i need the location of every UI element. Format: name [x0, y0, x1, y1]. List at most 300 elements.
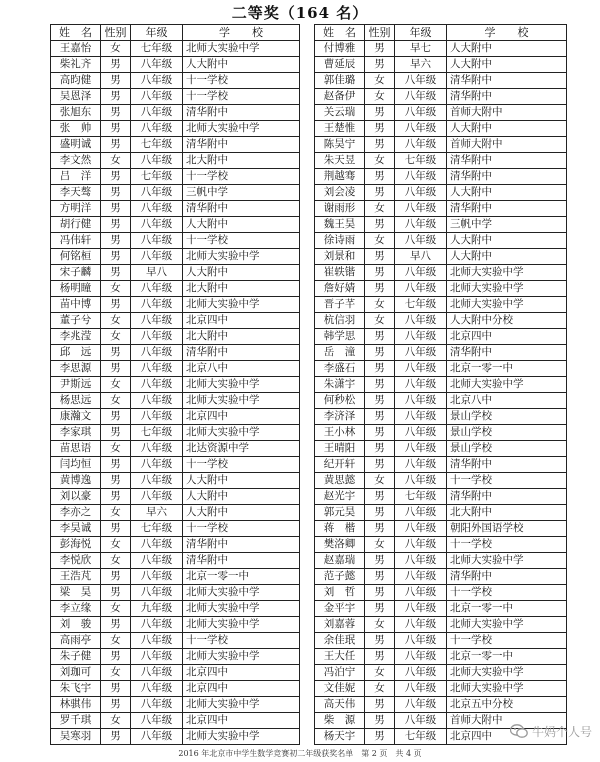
student-gender: 女 — [101, 713, 131, 729]
student-name: 关云瑞 — [315, 105, 365, 121]
header-name: 姓 名 — [51, 25, 101, 41]
table-row — [315, 425, 567, 441]
student-grade: 八年级 — [395, 521, 447, 537]
student-school: 十一学校 — [183, 633, 300, 649]
student-grade: 八年级 — [131, 329, 183, 345]
student-grade: 七年级 — [395, 153, 447, 169]
student-name: 范子懿 — [315, 569, 365, 585]
student-school: 首师大附中 — [447, 105, 567, 121]
student-grade: 八年级 — [131, 473, 183, 489]
student-name: 魏王昊 — [315, 217, 365, 233]
student-gender: 男 — [365, 441, 395, 457]
table-row — [315, 265, 567, 281]
student-grade: 八年级 — [395, 457, 447, 473]
student-grade: 八年级 — [395, 697, 447, 713]
header-gender: 性别 — [101, 25, 131, 41]
student-grade: 八年级 — [131, 89, 183, 105]
student-name: 方明洋 — [51, 201, 101, 217]
student-name: 刘嘉蓉 — [315, 617, 365, 633]
student-school: 清华附中 — [447, 457, 567, 473]
student-name: 纪开轩 — [315, 457, 365, 473]
student-name: 刘 骏 — [51, 617, 101, 633]
student-name: 金平宇 — [315, 601, 365, 617]
student-school: 景山学校 — [447, 441, 567, 457]
student-grade: 八年级 — [131, 697, 183, 713]
table-row — [51, 41, 300, 57]
student-grade: 八年级 — [131, 457, 183, 473]
student-grade: 八年级 — [395, 265, 447, 281]
student-name: 林骐伟 — [51, 697, 101, 713]
student-grade: 八年级 — [131, 233, 183, 249]
student-name: 罗千琪 — [51, 713, 101, 729]
table-header-row — [51, 25, 300, 41]
student-gender: 男 — [101, 73, 131, 89]
table-row — [315, 89, 567, 105]
student-name: 朱潇宇 — [315, 377, 365, 393]
table-row — [51, 489, 300, 505]
student-grade: 八年级 — [395, 89, 447, 105]
student-school: 北师大实验中学 — [447, 281, 567, 297]
student-school: 人大附中 — [447, 57, 567, 73]
student-name: 陈昊宁 — [315, 137, 365, 153]
student-name: 刘珈可 — [51, 665, 101, 681]
student-gender: 男 — [365, 249, 395, 265]
student-school: 清华附中 — [447, 201, 567, 217]
student-gender: 男 — [101, 729, 131, 745]
student-name: 黄思懿 — [315, 473, 365, 489]
student-grade: 八年级 — [131, 489, 183, 505]
student-grade: 八年级 — [131, 153, 183, 169]
student-school: 北京四中 — [183, 665, 300, 681]
student-gender: 男 — [365, 169, 395, 185]
header-school: 学 校 — [183, 25, 300, 41]
table-row — [315, 73, 567, 89]
student-name: 朱天昱 — [315, 153, 365, 169]
student-grade: 八年级 — [395, 505, 447, 521]
student-school: 十一学校 — [183, 233, 300, 249]
student-grade: 七年级 — [395, 297, 447, 313]
student-grade: 七年级 — [131, 425, 183, 441]
student-grade: 八年级 — [395, 441, 447, 457]
student-grade: 八年级 — [131, 409, 183, 425]
student-name: 杨明瞳 — [51, 281, 101, 297]
student-gender: 女 — [365, 89, 395, 105]
student-grade: 八年级 — [395, 665, 447, 681]
student-gender: 女 — [101, 665, 131, 681]
student-grade: 八年级 — [395, 233, 447, 249]
table-row — [51, 361, 300, 377]
student-grade: 八年级 — [395, 585, 447, 601]
table-row — [51, 681, 300, 697]
student-grade: 八年级 — [131, 313, 183, 329]
student-name: 付博雅 — [315, 41, 365, 57]
table-row — [315, 297, 567, 313]
student-school: 北师大实验中学 — [183, 649, 300, 665]
student-name: 闫均恒 — [51, 457, 101, 473]
student-grade: 早六 — [131, 505, 183, 521]
student-name: 张旭东 — [51, 105, 101, 121]
student-gender: 男 — [101, 569, 131, 585]
student-grade: 八年级 — [395, 329, 447, 345]
student-school: 北京四中 — [447, 329, 567, 345]
student-gender: 男 — [101, 361, 131, 377]
student-gender: 女 — [101, 313, 131, 329]
student-name: 杨思远 — [51, 393, 101, 409]
student-gender: 男 — [365, 729, 395, 745]
student-school: 北师大实验中学 — [183, 425, 300, 441]
student-grade: 七年级 — [131, 521, 183, 537]
table-row — [51, 281, 300, 297]
student-gender: 女 — [365, 313, 395, 329]
table-row — [51, 601, 300, 617]
table-row — [51, 409, 300, 425]
student-school: 朝阳外国语学校 — [447, 521, 567, 537]
student-name: 高天伟 — [315, 697, 365, 713]
student-name: 李兆滢 — [51, 329, 101, 345]
table-row — [315, 153, 567, 169]
student-grade: 早八 — [131, 265, 183, 281]
table-row — [315, 393, 567, 409]
table-row — [51, 457, 300, 473]
student-school: 十一学校 — [183, 73, 300, 89]
student-gender: 女 — [365, 617, 395, 633]
student-gender: 男 — [365, 409, 395, 425]
student-grade: 八年级 — [131, 633, 183, 649]
student-gender: 男 — [365, 377, 395, 393]
student-school: 北师大实验中学 — [183, 41, 300, 57]
student-grade: 八年级 — [131, 441, 183, 457]
table-row — [315, 697, 567, 713]
student-name: 吴寒羽 — [51, 729, 101, 745]
student-school: 人大附中 — [447, 249, 567, 265]
student-school: 清华附中 — [447, 169, 567, 185]
student-school: 北师大实验中学 — [447, 265, 567, 281]
student-name: 张 帅 — [51, 121, 101, 137]
student-school: 人大附中分校 — [447, 313, 567, 329]
student-grade: 八年级 — [395, 345, 447, 361]
student-school: 北师大实验中学 — [447, 681, 567, 697]
student-grade: 八年级 — [131, 665, 183, 681]
student-grade: 八年级 — [131, 649, 183, 665]
table-row — [51, 585, 300, 601]
table-row — [51, 265, 300, 281]
student-name: 荆越骞 — [315, 169, 365, 185]
student-school: 人大附中 — [183, 217, 300, 233]
student-school: 北师大实验中学 — [447, 377, 567, 393]
student-name: 韩学思 — [315, 329, 365, 345]
student-gender: 女 — [101, 537, 131, 553]
student-gender: 女 — [101, 441, 131, 457]
student-name: 王大任 — [315, 649, 365, 665]
student-name: 王楚惟 — [315, 121, 365, 137]
student-grade: 八年级 — [131, 121, 183, 137]
student-school: 北京八中 — [447, 393, 567, 409]
student-grade: 八年级 — [395, 409, 447, 425]
table-row — [315, 553, 567, 569]
student-school: 首师大附中 — [447, 713, 567, 729]
student-school: 清华附中 — [447, 489, 567, 505]
student-name: 余佳珉 — [315, 633, 365, 649]
student-gender: 男 — [101, 681, 131, 697]
student-school: 十一学校 — [183, 457, 300, 473]
table-row — [315, 569, 567, 585]
table-row — [315, 169, 567, 185]
student-gender: 女 — [101, 393, 131, 409]
student-grade: 七年级 — [131, 169, 183, 185]
student-grade: 八年级 — [395, 377, 447, 393]
student-name: 高雨亭 — [51, 633, 101, 649]
student-name: 盛明诚 — [51, 137, 101, 153]
student-school: 北师大实验中学 — [183, 121, 300, 137]
table-row — [51, 697, 300, 713]
student-grade: 八年级 — [395, 713, 447, 729]
student-school: 清华附中 — [183, 201, 300, 217]
student-name: 赵嘉瑞 — [315, 553, 365, 569]
table-row — [315, 537, 567, 553]
student-gender: 男 — [101, 169, 131, 185]
student-grade: 八年级 — [131, 105, 183, 121]
student-gender: 男 — [365, 105, 395, 121]
student-gender: 女 — [101, 377, 131, 393]
student-name: 邱 远 — [51, 345, 101, 361]
student-gender: 女 — [101, 281, 131, 297]
student-school: 北京一零一中 — [447, 361, 567, 377]
student-school: 北京八中 — [183, 361, 300, 377]
student-name: 朱子健 — [51, 649, 101, 665]
student-name: 刘以豪 — [51, 489, 101, 505]
student-name: 王小林 — [315, 425, 365, 441]
student-grade: 八年级 — [131, 569, 183, 585]
student-gender: 男 — [365, 217, 395, 233]
table-row — [51, 73, 300, 89]
student-grade: 八年级 — [395, 633, 447, 649]
header-grade: 年级 — [131, 25, 183, 41]
student-gender: 男 — [365, 329, 395, 345]
student-gender: 男 — [365, 57, 395, 73]
student-grade: 八年级 — [395, 569, 447, 585]
table-row — [315, 505, 567, 521]
student-school: 北师大实验中学 — [447, 665, 567, 681]
table-row — [315, 473, 567, 489]
table-row — [51, 505, 300, 521]
table-row — [51, 617, 300, 633]
table-row — [315, 217, 567, 233]
student-gender: 男 — [101, 697, 131, 713]
table-row — [51, 329, 300, 345]
student-gender: 男 — [365, 489, 395, 505]
student-gender: 男 — [101, 185, 131, 201]
student-name: 岳 潼 — [315, 345, 365, 361]
student-name: 李昊诚 — [51, 521, 101, 537]
student-gender: 女 — [101, 505, 131, 521]
table-row — [315, 601, 567, 617]
student-school: 北师大实验中学 — [447, 553, 567, 569]
student-name: 柴礼齐 — [51, 57, 101, 73]
student-name: 宋子麟 — [51, 265, 101, 281]
student-grade: 九年级 — [131, 601, 183, 617]
student-grade: 八年级 — [131, 681, 183, 697]
student-gender: 男 — [101, 89, 131, 105]
student-grade: 七年级 — [395, 489, 447, 505]
table-row — [315, 329, 567, 345]
student-name: 董子兮 — [51, 313, 101, 329]
student-gender: 女 — [101, 601, 131, 617]
student-gender: 男 — [101, 297, 131, 313]
table-row — [51, 297, 300, 313]
student-school: 清华附中 — [447, 569, 567, 585]
student-grade: 早八 — [395, 249, 447, 265]
header-gender: 性别 — [365, 25, 395, 41]
student-name: 晋子芊 — [315, 297, 365, 313]
table-row — [51, 89, 300, 105]
table-row — [51, 233, 300, 249]
student-gender: 女 — [101, 329, 131, 345]
student-school: 北京一零一中 — [447, 601, 567, 617]
table-row — [51, 425, 300, 441]
student-grade: 八年级 — [395, 617, 447, 633]
table-row — [315, 57, 567, 73]
table-row — [315, 345, 567, 361]
student-gender: 男 — [365, 553, 395, 569]
student-grade: 八年级 — [131, 345, 183, 361]
table-row — [51, 217, 300, 233]
student-name: 樊洛卿 — [315, 537, 365, 553]
table-row — [51, 377, 300, 393]
student-name: 黄博逸 — [51, 473, 101, 489]
student-grade: 七年级 — [131, 137, 183, 153]
student-grade: 八年级 — [395, 473, 447, 489]
student-school: 北师大实验中学 — [183, 297, 300, 313]
student-gender: 男 — [365, 713, 395, 729]
student-name: 胡行健 — [51, 217, 101, 233]
student-gender: 男 — [101, 425, 131, 441]
student-gender: 男 — [365, 505, 395, 521]
student-grade: 八年级 — [131, 73, 183, 89]
table-header-row — [315, 25, 567, 41]
student-gender: 男 — [365, 601, 395, 617]
student-gender: 男 — [365, 569, 395, 585]
student-gender: 女 — [365, 681, 395, 697]
student-gender: 男 — [365, 121, 395, 137]
watermark-text: 牛妈个人号 — [531, 725, 592, 739]
student-grade: 八年级 — [131, 281, 183, 297]
student-name: 李悦欣 — [51, 553, 101, 569]
student-name: 王晴阳 — [315, 441, 365, 457]
page-title: 二等奖（164 名） — [231, 4, 369, 22]
table-row — [51, 473, 300, 489]
table-row — [315, 489, 567, 505]
student-school: 北师大实验中学 — [183, 585, 300, 601]
student-school: 三帆中学 — [447, 217, 567, 233]
student-gender: 男 — [101, 521, 131, 537]
student-name: 曹延辰 — [315, 57, 365, 73]
student-school: 清华附中 — [183, 105, 300, 121]
student-grade: 八年级 — [131, 537, 183, 553]
student-school: 人大附中 — [183, 489, 300, 505]
award-table-right — [314, 24, 567, 745]
student-gender: 男 — [101, 617, 131, 633]
table-row — [51, 521, 300, 537]
table-row — [51, 249, 300, 265]
student-grade: 八年级 — [395, 361, 447, 377]
student-grade: 八年级 — [395, 105, 447, 121]
table-row — [51, 137, 300, 153]
student-name: 康瀚文 — [51, 409, 101, 425]
student-name: 谢雨形 — [315, 201, 365, 217]
table-row — [51, 105, 300, 121]
student-name: 李思源 — [51, 361, 101, 377]
student-name: 李济泽 — [315, 409, 365, 425]
student-grade: 八年级 — [395, 121, 447, 137]
table-row — [315, 633, 567, 649]
student-grade: 早六 — [395, 57, 447, 73]
student-gender: 男 — [365, 633, 395, 649]
student-grade: 八年级 — [395, 73, 447, 89]
student-grade: 八年级 — [395, 553, 447, 569]
table-row — [315, 441, 567, 457]
table-row — [51, 729, 300, 745]
student-grade: 早七 — [395, 41, 447, 57]
table-row — [51, 345, 300, 361]
student-grade: 八年级 — [395, 201, 447, 217]
student-school: 清华附中 — [447, 153, 567, 169]
student-gender: 男 — [101, 137, 131, 153]
student-school: 人大附中 — [447, 41, 567, 57]
student-school: 北师大实验中学 — [183, 697, 300, 713]
student-school: 十一学校 — [183, 169, 300, 185]
student-name: 吴恩泽 — [51, 89, 101, 105]
student-school: 北师大实验中学 — [183, 377, 300, 393]
table-row — [51, 665, 300, 681]
student-name: 何秒松 — [315, 393, 365, 409]
student-gender: 女 — [101, 41, 131, 57]
student-name: 王浩芃 — [51, 569, 101, 585]
table-row — [315, 233, 567, 249]
student-name: 李立缘 — [51, 601, 101, 617]
student-gender: 男 — [101, 249, 131, 265]
table-row — [315, 201, 567, 217]
student-school: 人大附中 — [447, 185, 567, 201]
student-name: 杨天宇 — [315, 729, 365, 745]
student-school: 北大附中 — [447, 505, 567, 521]
student-grade: 八年级 — [131, 713, 183, 729]
student-gender: 男 — [365, 265, 395, 281]
student-gender: 女 — [101, 633, 131, 649]
student-grade: 八年级 — [131, 729, 183, 745]
student-school: 景山学校 — [447, 425, 567, 441]
table-row — [51, 57, 300, 73]
student-name: 李亦之 — [51, 505, 101, 521]
student-name: 冯伟轩 — [51, 233, 101, 249]
student-school: 北大附中 — [183, 153, 300, 169]
student-school: 清华附中 — [447, 73, 567, 89]
student-gender: 男 — [365, 185, 395, 201]
student-school: 清华附中 — [183, 345, 300, 361]
table-row — [51, 185, 300, 201]
table-row — [51, 649, 300, 665]
student-name: 何铭桓 — [51, 249, 101, 265]
student-gender: 男 — [101, 105, 131, 121]
student-gender: 女 — [365, 473, 395, 489]
student-school: 北京一零一中 — [447, 649, 567, 665]
student-gender: 男 — [365, 697, 395, 713]
student-school: 北师大实验中学 — [183, 729, 300, 745]
student-name: 杭信羽 — [315, 313, 365, 329]
table-row — [315, 617, 567, 633]
student-gender: 男 — [365, 41, 395, 57]
student-grade: 八年级 — [131, 617, 183, 633]
student-school: 景山学校 — [447, 409, 567, 425]
